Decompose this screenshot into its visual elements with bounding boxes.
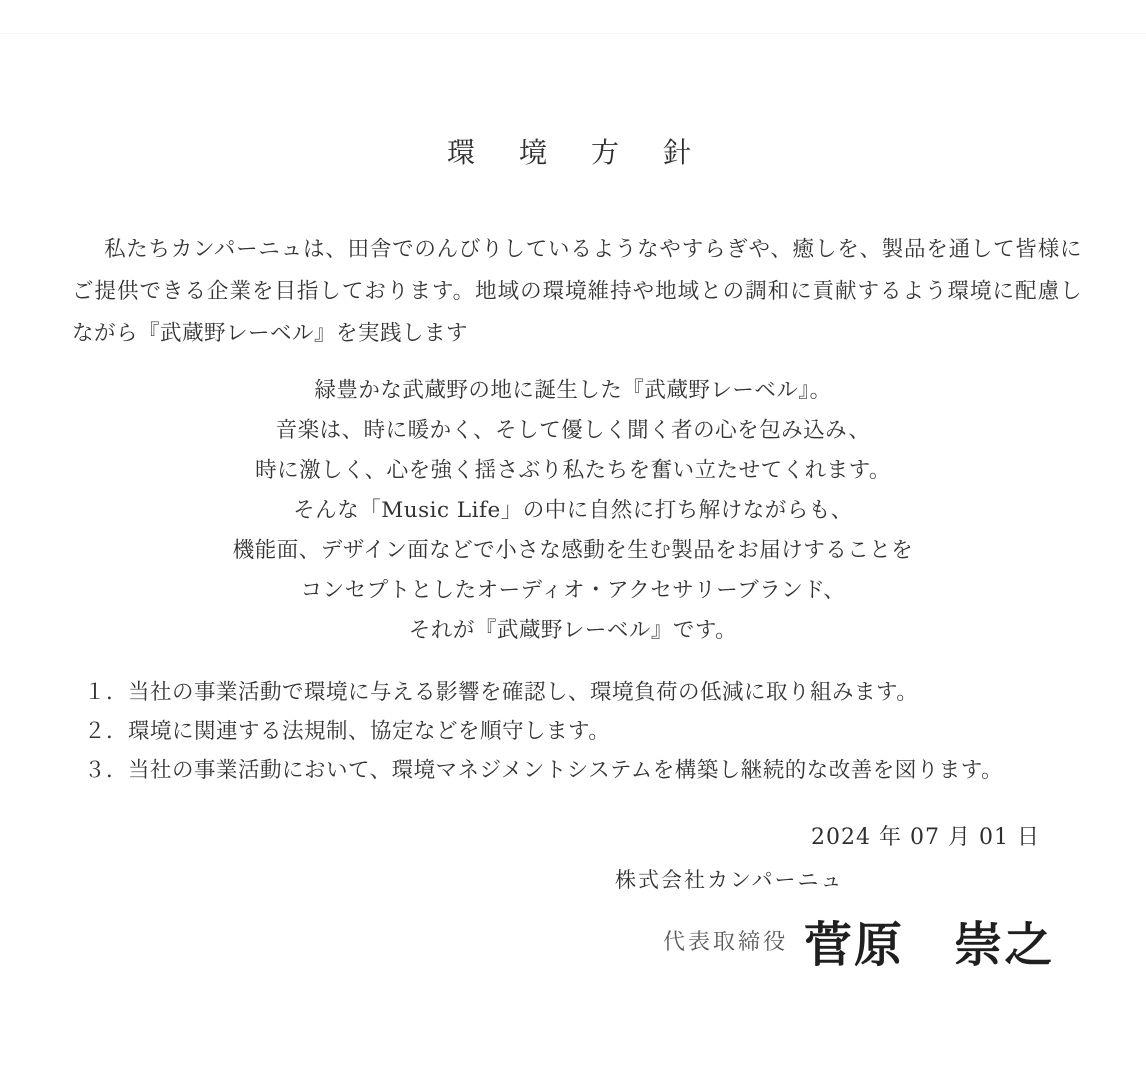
brand-statement <box>0 371 1146 651</box>
intro-paragraph: 私たちカンパーニュは、田舎でのんびりしているようなやすらぎや、癒しを、製品を通して皆様にご提供できる企業を目指しております。地域の環境維持や地域との調和に貢献するよう環境に配慮しながら『武蔵野レーベル』を実践します <box>72 237 1082 346</box>
signatory-role: 代表取締役 <box>663 930 789 955</box>
page-top-divider <box>0 33 1146 34</box>
signature-row <box>663 906 1146 975</box>
brand-statement-line: それが『武蔵野レーベル』です。 <box>408 618 738 643</box>
document-date: 2024 年 07 月 01 日 <box>811 825 1040 850</box>
brand-statement-line: 機能面、デザイン面などで小さな感動を生む製品をお届けすることを <box>232 538 914 563</box>
company-name: 株式会社カンパーニュ <box>615 868 844 892</box>
policy-list <box>84 673 1106 790</box>
brand-statement-line: コンセプトとしたオーディオ・アクセサリーブランド、 <box>300 578 846 603</box>
brand-statement-line: 音楽は、時に暖かく、そして優しく聞く者の心を包み込み、 <box>275 418 871 443</box>
page-title: 環 境 方 針 <box>446 136 699 169</box>
policy-item: ２．環境に関連する法規制、協定などを順守します。 <box>84 719 611 744</box>
policy-item: １．当社の事業活動で環境に与える影響を確認し、環境負荷の低減に取り組みます。 <box>84 680 919 705</box>
brand-statement-line: そんな「Music Life」の中に自然に打ち解けながらも、 <box>293 498 853 523</box>
brand-statement-line: 時に激しく、心を強く揺さぶり私たちを奮い立たせてくれます。 <box>255 458 891 483</box>
policy-item: ３．当社の事業活動において、環境マネジメントシステムを構築し継続的な改善を図ります。 <box>84 758 1004 783</box>
signatory-name: 菅原 崇之 <box>804 917 1055 973</box>
brand-statement-line: 緑豊かな武蔵野の地に誕生した『武蔵野レーベル』。 <box>314 378 832 403</box>
